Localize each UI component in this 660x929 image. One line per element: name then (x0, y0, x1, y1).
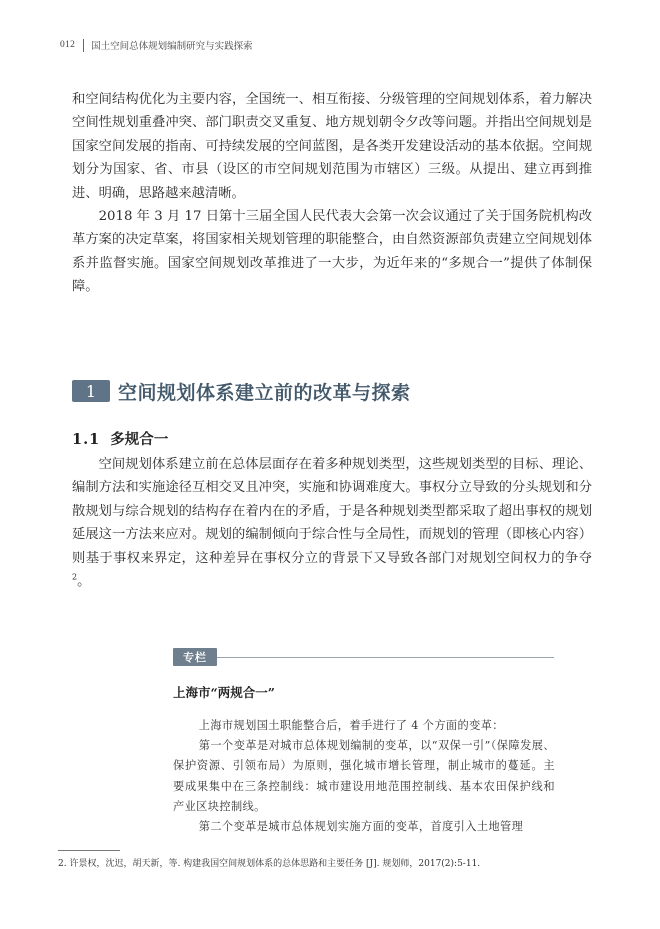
running-title: 国土空间总体规划编制研究与实践探索 (91, 41, 253, 52)
column-body (173, 716, 555, 837)
section-title: 空间规划体系建立前的改革与探索 (118, 381, 411, 404)
subsection-heading (72, 428, 168, 449)
footnote-rule (58, 850, 120, 851)
column-paragraph-3: 第二个变革是城市总体规划实施方面的变革，首度引入土地管理 (198, 820, 524, 834)
page-number: 012 (60, 40, 76, 50)
column-title: 上海市“两规合一” (173, 685, 275, 700)
section-heading (72, 378, 411, 404)
section-number-badge: 1 (72, 380, 110, 402)
footnote: 2. 许景权，沈迟，胡天新，等. 构建我国空间规划体系的总体思路和主要任务 [J]. 规划师，2017(2):5-11. (58, 859, 481, 869)
intro-paragraph-2: 2018 年 3 月 17 日第十三届全国人民代表大会第一次会议通过了关于国务院机构改革方案的决定草案，将国家相关规划管理的职能整合，由自然资源部负责建立空间规划体系并监督实施。国家空间规划改革推进了一大步，为近年来的“多规合一”提供了体制保障。 (72, 209, 592, 295)
intro-paragraph-1: 和空间结构优化为主要内容，全国统一、相互衔接、分级管理的空间规划体系，着力解决空间性规划重叠冲突、部门职责交叉重复、地方规划朝令夕改等问题。并指出空间规划是国家空间发展的指南、可持续发展的空间蓝图，是各类开发建设活动的基本依据。空间规划分为国家、省、市县（设区的市空间规划范围为市辖区）三级。从提出、建立再到推进、明确，思路越来越清晰。 (72, 92, 592, 201)
footnote-reference[interactable]: 2 (72, 572, 78, 582)
intro-body (72, 88, 592, 299)
column-paragraph-1: 上海市规划国土职能整合后，着手进行了 4 个方面的变革： (198, 719, 504, 732)
running-header (60, 38, 253, 52)
column-divider (217, 657, 554, 658)
header-divider (83, 39, 84, 52)
subsection-body (72, 453, 592, 593)
column-tag: 专栏 (173, 648, 217, 666)
column-paragraph-2: 第一个变革是对城市总体规划编制的变革，以“双保一引”（保障发展、保护资源、引领布局）为原则，强化城市增长管理，制止城市的蔓延。主要成果集中在三条控制线：城市建设用地范围控制线、基本农田保护线和产业区块控制线。 (173, 739, 555, 813)
subsection-title: 多规合一 (110, 431, 169, 448)
subsection-paragraph: 空间规划体系建立前在总体层面存在着多种规划类型，这些规划类型的目标、理论、编制方法和实施途径互相交叉且冲突，实施和协调难度大。事权分立导致的分头规划和分散规划与综合规划的结构存在着内在的矛盾，于是各种规划类型都采取了超出事权的规划延展这一方法来应对。规划的编制倾向于综合性与全局性，而规划的管理（即核心内容）则基于事权来界定，这种差异在事权分立的背景下又导致各部门对规划空间权力的争夺$^2$。 (72, 457, 592, 590)
subsection-number: 1.1 (72, 431, 101, 448)
